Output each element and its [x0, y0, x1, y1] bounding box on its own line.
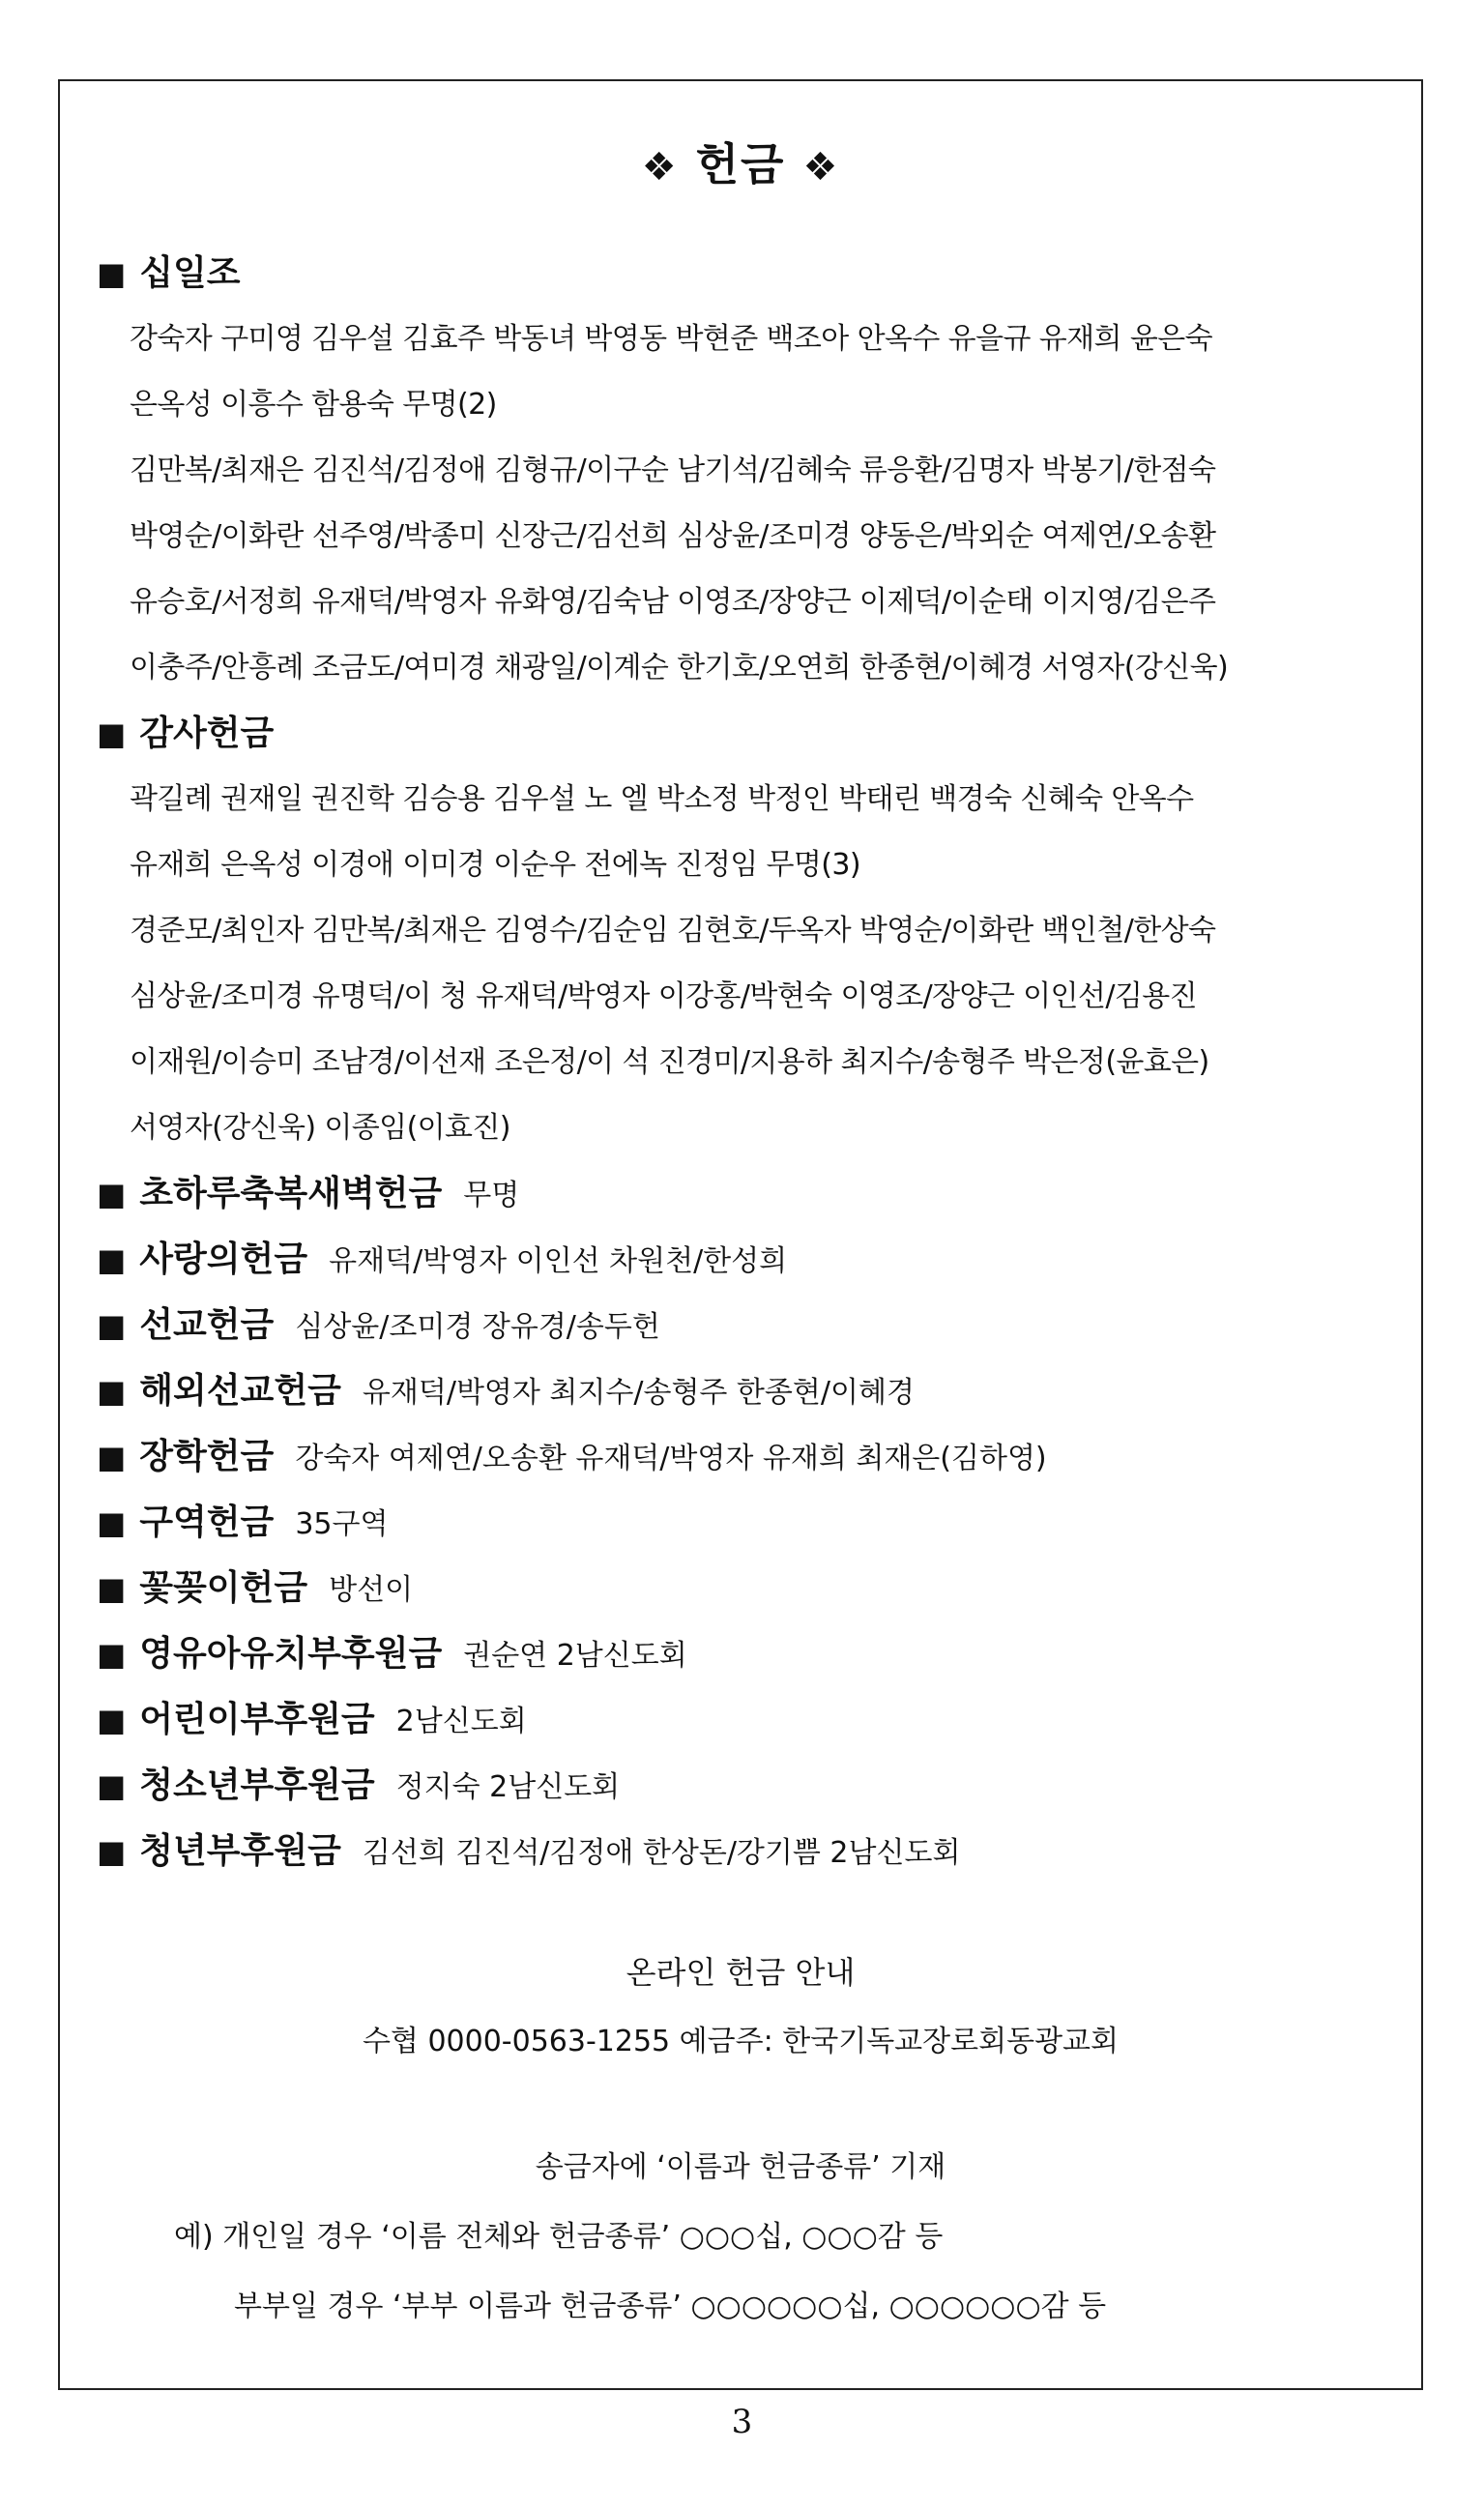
online-offering-title: 온라인 헌금 안내 [626, 1954, 856, 1991]
bank-account: 수협 0000-0563-1255 예금주: 한국기독교장로회동광교회 [362, 2025, 1120, 2058]
section-title: 감사헌금 [139, 714, 275, 753]
page-title-text: 헌금 [695, 138, 786, 190]
section-heading-flower [97, 1556, 1392, 1621]
section-names: 권순연 2남신도회 [463, 1639, 687, 1673]
square-bullet-icon: ■ [97, 1307, 127, 1344]
section-title: 십일조 [139, 253, 241, 293]
square-bullet-icon: ■ [97, 255, 127, 292]
section-heading-youth-support [97, 1753, 1392, 1819]
online-offering-info [60, 1938, 1421, 2342]
name-line: 김만복/최재은 김진석/김정애 김형규/이구순 남기석/김혜숙 류응환/김명자 박봉기/한점숙 [130, 453, 1216, 487]
section-title: 장학헌금 [139, 1437, 275, 1476]
square-bullet-icon: ■ [97, 1702, 127, 1738]
name-line: 박영순/이화란 선주영/박종미 신장근/김선희 심상윤/조미경 양동은/박외순 여제연/오송환 [130, 519, 1216, 553]
square-bullet-icon: ■ [97, 1504, 127, 1541]
section-title: 청소년부후원금 [139, 1765, 375, 1805]
square-bullet-icon: ■ [97, 1439, 127, 1475]
section-heading-kindergarten-support [97, 1621, 1392, 1687]
section-heading-overseas-mission [97, 1358, 1392, 1424]
section-heading-dawn-offering [97, 1161, 1392, 1227]
offering-list [97, 241, 1392, 1884]
square-bullet-icon: ■ [97, 715, 127, 752]
section-heading-children-support [97, 1687, 1392, 1753]
square-bullet-icon: ■ [97, 1241, 127, 1278]
section-names: 김선희 김진석/김정애 한상돈/강기쁨 2남신도회 [362, 1836, 961, 1870]
section-names: 35구역 [295, 1507, 389, 1541]
name-line: 유재희 은옥성 이경애 이미경 이순우 전에녹 진정임 무명(3) [130, 848, 860, 882]
square-bullet-icon: ■ [97, 1373, 127, 1410]
example-couple: 부부일 경우 ‘부부 이름과 헌금종류’ ○○○○○○십, ○○○○○○감 등 [234, 2290, 1107, 2323]
square-bullet-icon: ■ [97, 1176, 127, 1212]
offering-page-box [58, 79, 1423, 2390]
square-bullet-icon: ■ [97, 1767, 127, 1804]
section-names: 유재덕/박영자 최지수/송형주 한종현/이혜경 [362, 1376, 915, 1410]
square-bullet-icon: ■ [97, 1833, 127, 1870]
page-number: 3 [731, 2403, 753, 2441]
section-heading-love-offering [97, 1227, 1392, 1293]
example-individual: 예) 개인일 경우 ‘이름 전체와 헌금종류’ ○○○십, ○○○감 등 [174, 2220, 944, 2254]
section-names: 2남신도회 [395, 1705, 527, 1738]
section-heading-young-adult-support [97, 1819, 1392, 1884]
section-title: 해외선교헌금 [139, 1371, 341, 1411]
ornament-icon: ❖ [641, 145, 679, 190]
square-bullet-icon: ■ [97, 1570, 127, 1607]
name-line: 은옥성 이흥수 함용숙 무명(2) [130, 388, 497, 422]
square-bullet-icon: ■ [97, 1636, 127, 1673]
name-line: 유승호/서정희 유재덕/박영자 유화영/김숙남 이영조/장양근 이제덕/이순태 이지영/김은주 [130, 585, 1216, 619]
name-line: 경준모/최인자 김만복/최재은 김영수/김순임 김현호/두옥자 박영순/이화란 백인철/한상숙 [130, 914, 1216, 948]
section-title: 어린이부후원금 [139, 1700, 375, 1739]
section-heading-tithe [97, 241, 1392, 306]
name-line: 서영자(강신욱) 이종임(이효진) [130, 1111, 510, 1145]
section-heading-district [97, 1490, 1392, 1556]
name-line: 강숙자 구미영 김우설 김효주 박동녀 박영동 박현준 백조아 안옥수 유을규 유재희 윤은숙 [130, 322, 1212, 356]
section-title: 사랑의헌금 [139, 1240, 308, 1279]
section-title: 구역헌금 [139, 1502, 275, 1542]
section-names: 무명 [463, 1179, 520, 1212]
section-title: 영유아유치부후원금 [139, 1634, 443, 1674]
section-names: 심상윤/조미경 장유경/송두헌 [295, 1310, 660, 1344]
name-line: 이재원/이승미 조남경/이선재 조은정/이 석 진경미/지용하 최지수/송형주 박은정(윤효은) [130, 1045, 1209, 1079]
section-names: 강숙자 여제연/오송환 유재덕/박영자 유재희 최재은(김하영) [295, 1442, 1047, 1475]
section-title: 초하루축복새벽헌금 [139, 1174, 443, 1213]
ornament-icon: ❖ [802, 145, 840, 190]
section-names: 유재덕/박영자 이인선 차원천/한성희 [329, 1244, 788, 1278]
page-title [60, 130, 1421, 193]
section-heading-scholarship [97, 1424, 1392, 1490]
section-names: 정지숙 2남신도회 [395, 1770, 621, 1804]
transfer-instruction: 송금자에 ‘이름과 헌금종류’ 기재 [535, 2150, 946, 2184]
section-names: 방선이 [329, 1573, 414, 1607]
section-heading-mission-offering [97, 1293, 1392, 1358]
section-title: 청년부후원금 [139, 1831, 341, 1871]
name-line: 이충주/안흥례 조금도/여미경 채광일/이계순 한기호/오연희 한종현/이혜경 서영자(강신욱) [130, 651, 1229, 685]
name-line: 곽길례 권재일 권진학 김승용 김우설 노 엘 박소정 박정인 박태린 백경숙 신혜숙 안옥수 [130, 782, 1194, 816]
name-line: 심상윤/조미경 유명덕/이 청 유재덕/박영자 이강홍/박현숙 이영조/장양근 이인선/김용진 [130, 979, 1197, 1013]
section-title: 선교헌금 [139, 1305, 275, 1345]
section-title: 꽃꽂이헌금 [139, 1568, 308, 1608]
section-heading-thanksgiving [97, 701, 1392, 767]
